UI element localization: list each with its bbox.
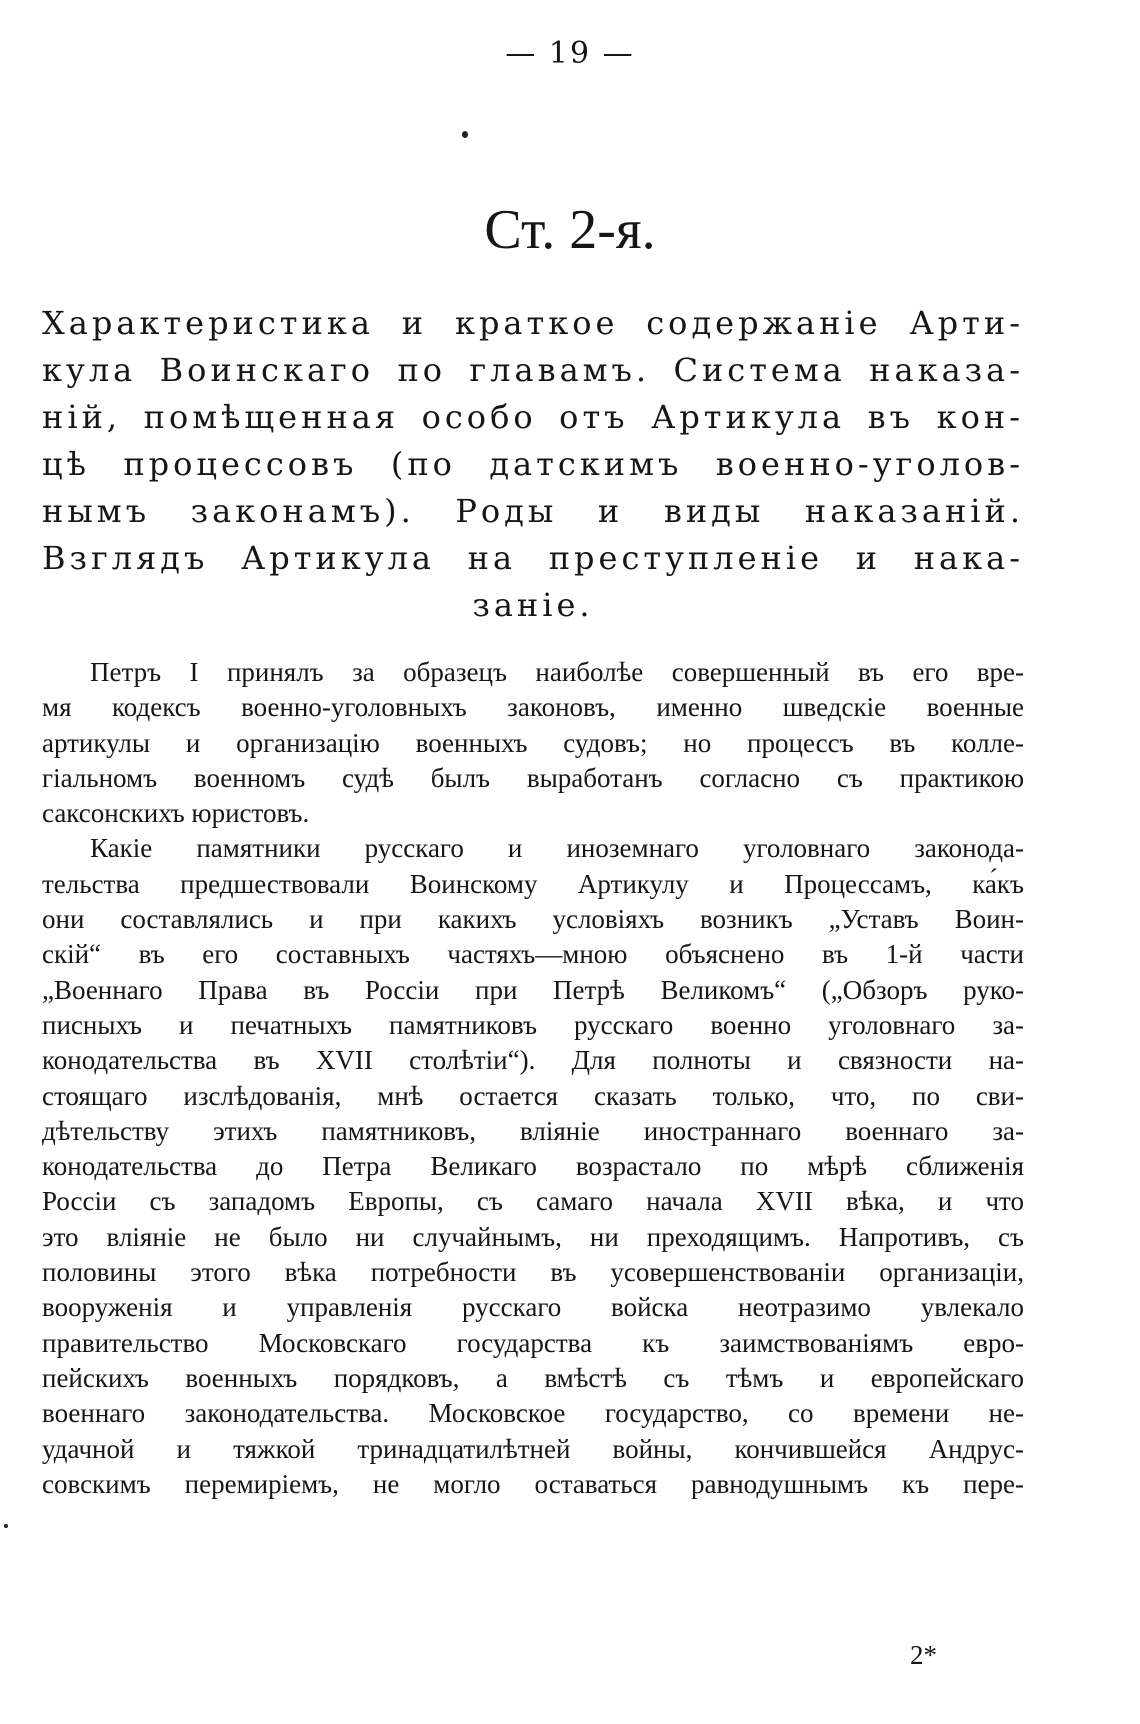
text-line: Россіи съ западомъ Европы, съ самаго начала XVII вѣка, и что [42, 1186, 1024, 1217]
text-line: саксонскихъ юристовъ. [42, 798, 310, 829]
text-line: это вліяніе не было ни случайнымъ, ни преходящимъ. Напротивъ, съ [42, 1221, 1024, 1252]
heading-line: заніе. [472, 586, 594, 624]
text-line: дѣтельству этихъ памятниковъ, вліяніе иностраннаго военнаго за- [42, 1115, 1024, 1146]
paragraph-2 [42, 831, 1024, 1502]
scan-speck [462, 131, 468, 138]
heading-line: цѣ процессовъ (по датскимъ военно-уголов- [42, 445, 1024, 483]
heading-line: нымъ законамъ). Роды и виды наказаній. [42, 492, 1024, 530]
section-title: Ст. 2-я. [484, 199, 656, 261]
text-line: Какіе памятники русскаго и иноземнаго уголовнаго законода- [90, 833, 1024, 864]
text-line: стоящаго изслѣдованія, мнѣ остается сказать только, что, по сви- [42, 1080, 1024, 1111]
text-line: вооруженія и управленія русскаго войска неотразимо увлекало [42, 1292, 1024, 1323]
text-line: мя кодексъ военно-уголовныхъ законовъ, именно шведскіе военные [42, 692, 1024, 723]
heading-line: ній, помѣщенная особо отъ Артикула въ кон- [42, 398, 1024, 436]
text-line: скій“ въ его составныхъ частяхъ—мною объяснено въ 1-й части [42, 939, 1024, 970]
heading-line: Взглядъ Артикула на преступленіе и нака- [42, 539, 1024, 577]
page-number: — 19 — [505, 36, 635, 71]
text-line: тельства предшествовали Воинскому Артикулу и Процессамъ, ка́къ [42, 868, 1024, 899]
text-line: „Военнаго Права въ Россіи при Петрѣ Великомъ“ („Обзоръ руко- [42, 974, 1024, 1005]
text-line: они составлялись и при какихъ условіяхъ возникъ „Уставъ Воин- [42, 904, 1024, 935]
body-text [42, 655, 1024, 1502]
text-line: конодательства до Петра Великаго возрастало по мѣрѣ сближенія [42, 1151, 1024, 1182]
text-line: удачной и тяжкой тринадцатилѣтней войны, кончившейся Андрус- [42, 1433, 1024, 1464]
text-line: писныхъ и печатныхъ памятниковъ русскаго военно уголовнаго за- [42, 1009, 1024, 1040]
heading-line: кула Воинскаго по главамъ. Система наказа- [42, 351, 1024, 389]
text-line: пейскихъ военныхъ порядковъ, а вмѣстѣ съ тѣмъ и европейскаго [42, 1362, 1024, 1393]
scan-speck [4, 1524, 8, 1528]
text-line: половины этого вѣка потребности въ усовершенствованіи организаціи, [42, 1257, 1024, 1288]
text-line: артикулы и организацію военныхъ судовъ; но процессъ въ колле- [42, 727, 1024, 758]
text-line: Петръ I принялъ за образецъ наиболѣе совершенный въ его вре- [90, 657, 1024, 687]
signature-mark: 2* [910, 1640, 937, 1670]
text-line: правительство Московскаго государства къ заимствованіямъ евро- [42, 1327, 1024, 1358]
heading-line: Характеристика и краткое содержаніе Арти- [42, 304, 1024, 342]
text-line: военнаго законодательства. Московское государство, со времени не- [42, 1398, 1024, 1429]
text-line: конодательства въ XVII столѣтіи“). Для полноты и связности на- [42, 1045, 1024, 1076]
chapter-heading [42, 300, 1024, 629]
text-line: совскимъ перемиріемъ, не могло оставаться равнодушнымъ къ пере- [42, 1468, 1024, 1499]
text-line: гіальномъ военномъ судѣ былъ выработанъ согласно съ практикою [42, 762, 1024, 793]
paragraph-1 [42, 655, 1024, 831]
